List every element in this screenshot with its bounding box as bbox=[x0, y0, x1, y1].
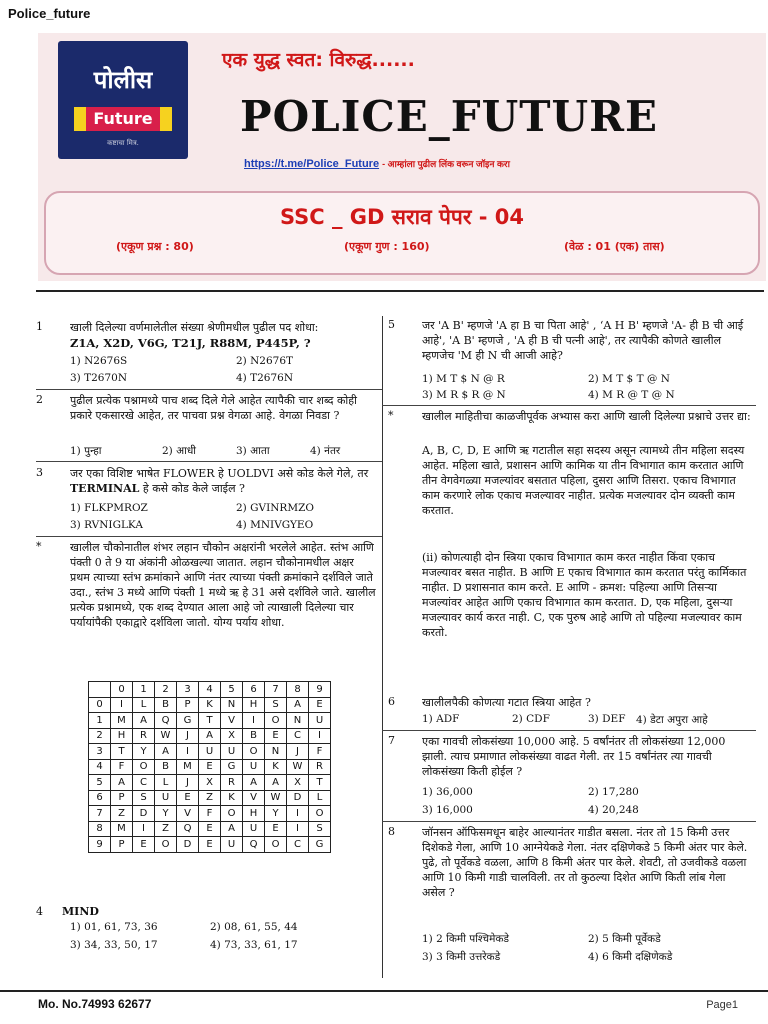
time-limit: (वेळ : 01 (एक) तास) bbox=[564, 240, 665, 253]
grid-cell: G bbox=[177, 713, 199, 729]
grid-cell: A bbox=[287, 697, 309, 713]
grid-cell: D bbox=[177, 837, 199, 853]
q7-option-4[interactable]: 4) 20,248 bbox=[588, 804, 639, 816]
grid-cell: L bbox=[155, 775, 177, 791]
q2-option-2[interactable]: 2) आधी bbox=[162, 445, 197, 457]
grid-row bbox=[89, 837, 331, 853]
q6-option-4[interactable]: 4) डेटा अपुरा आहे bbox=[636, 714, 708, 726]
logo-line2: Future bbox=[86, 107, 160, 131]
grid-row bbox=[89, 806, 331, 822]
grid-cell: O bbox=[243, 744, 265, 760]
grid-cell: 7 bbox=[89, 806, 111, 822]
grid-cell: F bbox=[111, 759, 133, 775]
grid-cell: 4 bbox=[199, 682, 221, 698]
q5-option-4[interactable]: 4) M R @ T @ N bbox=[588, 389, 675, 401]
separator bbox=[382, 405, 756, 406]
grid-cell: Z bbox=[111, 806, 133, 822]
grid-row bbox=[89, 790, 331, 806]
grid-cell: U bbox=[221, 744, 243, 760]
grid-cell: 9 bbox=[309, 682, 331, 698]
grid-cell: H bbox=[243, 697, 265, 713]
grid-cell: T bbox=[309, 775, 331, 791]
grid-cell: K bbox=[221, 790, 243, 806]
grid-cell: V bbox=[221, 713, 243, 729]
logo bbox=[58, 41, 188, 159]
grid-cell: T bbox=[111, 744, 133, 760]
q3-option-3[interactable]: 3) RVNIGLKA bbox=[70, 519, 143, 531]
grid-cell: C bbox=[133, 775, 155, 791]
grid-cell: E bbox=[199, 759, 221, 775]
site-name: Police_future bbox=[8, 6, 91, 21]
grid-cell: C bbox=[287, 837, 309, 853]
grid-cell: N bbox=[287, 713, 309, 729]
footer-rule bbox=[0, 990, 768, 992]
grid-cell: Y bbox=[155, 806, 177, 822]
grid-cell: N bbox=[221, 697, 243, 713]
q8-option-1[interactable]: 1) 2 किमी पश्चिमेकडे bbox=[422, 933, 510, 945]
q1-text: खाली दिलेल्या वर्णमालेतील संख्या श्रेणीमधील पुढील पद शोधा: bbox=[70, 321, 319, 334]
grid-cell: W bbox=[155, 728, 177, 744]
q3-text bbox=[70, 466, 376, 496]
grid-cell: X bbox=[221, 728, 243, 744]
grid-cell: J bbox=[177, 775, 199, 791]
grid-cell: P bbox=[111, 790, 133, 806]
q5-option-2[interactable]: 2) M T $ T @ N bbox=[588, 373, 670, 385]
grid-cell: S bbox=[133, 790, 155, 806]
grid-cell: G bbox=[309, 837, 331, 853]
grid-cell: O bbox=[133, 759, 155, 775]
grid-cell: E bbox=[265, 728, 287, 744]
q3-text-c: हे कसे कोड केले जाईल ? bbox=[142, 482, 245, 495]
separator bbox=[382, 821, 756, 822]
grid-cell: Q bbox=[177, 821, 199, 837]
grid-cell: E bbox=[265, 821, 287, 837]
passage-text: A, B, C, D, E आणि ऋ गटातील सहा सदस्य असून त्यामध्ये तीन महिला सदस्य आहेत. महिला खाते, प्रशासन आणि कामिक या तीन विभागात काम करतात आणि तीन वेगवेगळ्या मजल्यांवर बसतात पहिला, दुसरा आणि तिसरा. एकाच विभागात काम करणारे लोक एकाच मजल्यावर नाहीत. प्रत्येक मजल्यावर दोन व्यक्ती काम करतात. bbox=[422, 444, 745, 517]
q8-text: जॉनसन ऑफिसमधून बाहेर आल्यानंतर गाडीत बसला. नंतर तो 15 किमी उत्तर दिशेकडे गेला, आणि 10 आग्नेयेकडे गेला. नंतर दक्षिणेकडे 5 किमी अंतर पार केले. पुढे, तो पूर्वेकडे वळला, आणि 8 किमी अंतर पार केले. शेवटी, तो उजवीकडे वळला आणि 10 किमी गाडी चालविली. तर तो कुठल्या दिशेत आणि किती लांब गेला असेल ? bbox=[422, 826, 748, 899]
join-note: - आम्हांला पुढील लिंक वरून जॉइन करा bbox=[382, 159, 510, 169]
grid-cell: Y bbox=[133, 744, 155, 760]
grid-row bbox=[89, 713, 331, 729]
passage-instructions: खालील माहितीचा काळजीपूर्वक अभ्यास करा आणि खाली दिलेल्या प्रश्नाचे उत्तर द्या: bbox=[422, 410, 751, 423]
grid-cell: I bbox=[133, 821, 155, 837]
grid-cell: 7 bbox=[265, 682, 287, 698]
grid-cell: D bbox=[287, 790, 309, 806]
grid-cell: N bbox=[265, 744, 287, 760]
grid-cell: 9 bbox=[89, 837, 111, 853]
grid-cell: V bbox=[177, 806, 199, 822]
grid-cell: W bbox=[287, 759, 309, 775]
grid-cell: F bbox=[309, 744, 331, 760]
grid-cell: E bbox=[133, 837, 155, 853]
grid-cell: Z bbox=[199, 790, 221, 806]
grid-cell: B bbox=[155, 759, 177, 775]
grid-cell: U bbox=[243, 821, 265, 837]
grid-cell: T bbox=[199, 713, 221, 729]
grid-cell: E bbox=[199, 821, 221, 837]
q3-text-b: TERMINAL bbox=[70, 482, 140, 495]
grid-cell: A bbox=[221, 821, 243, 837]
q3-option-1[interactable]: 1) FLKPMROZ bbox=[70, 502, 148, 514]
grid-cell: 2 bbox=[89, 728, 111, 744]
grid-cell: S bbox=[309, 821, 331, 837]
grid-cell: U bbox=[221, 837, 243, 853]
grid-cell: A bbox=[199, 728, 221, 744]
q2-text: पुढील प्रत्येक पश्नामध्ये पाच शब्द दिले गेले आहेत त्यापैकी चार शब्द कोही प्रकारे एकसारखे आहेत, तर पाचवा प्रश्न वेगळा आहे. वेगळा निवडा ? bbox=[70, 394, 357, 422]
grid-cell: 2 bbox=[155, 682, 177, 698]
grid-cell: I bbox=[177, 744, 199, 760]
grid-cell: M bbox=[111, 713, 133, 729]
q6-option-3[interactable]: 3) DEF bbox=[588, 713, 626, 725]
logo-line1: पोलीस bbox=[93, 66, 153, 94]
q1-option-2[interactable]: 2) N2676T bbox=[236, 355, 294, 367]
grid-cell: A bbox=[265, 775, 287, 791]
grid-cell: K bbox=[265, 759, 287, 775]
logo-strip bbox=[74, 107, 172, 131]
grid-cell: O bbox=[265, 837, 287, 853]
q8-option-3[interactable]: 3) 3 किमी उत्तरेकडे bbox=[422, 951, 501, 963]
q1-option-3[interactable]: 3) T2670N bbox=[70, 372, 128, 384]
paper-info-box bbox=[44, 191, 760, 275]
q4-option-1[interactable]: 1) 01, 61, 73, 36 bbox=[70, 921, 158, 933]
q2-number: 2 bbox=[36, 393, 43, 406]
q3-option-4[interactable]: 4) MNIVGYEO bbox=[236, 519, 314, 531]
grid-cell: K bbox=[199, 697, 221, 713]
grid-row bbox=[89, 728, 331, 744]
grid-cell: X bbox=[199, 775, 221, 791]
telegram-link[interactable]: https://t.me/Police_Future bbox=[244, 158, 380, 170]
separator bbox=[382, 730, 756, 731]
paper-title: SSC _ GD सराव पेपर - 04 bbox=[279, 205, 525, 229]
passage-text-2: (ii) कोणत्याही दोन स्त्रिया एकाच विभागात काम करत नाहीत किंवा एकाच मजल्यावर बसत नाहीत. B आणि E एकाच विभागात काम करतात परंतु कार्मिकात नाहीत. D प्रशासनात काम करते. E आणि - क्रमश: पहिल्या आणि तिसऱ्या मजल्यांवर आहेत आणि एकाच विभागात काम करतात. D, एक महिला, दुसऱ्या मजल्यावर कार्य करत नाही. C, एक पुरुष आहे आणि तो पहिल्या मजल्यावर काम करतो. bbox=[422, 551, 747, 639]
passage-star: * bbox=[36, 540, 42, 553]
q7-option-2[interactable]: 2) 17,280 bbox=[588, 786, 639, 798]
total-questions: (एकूण प्रश्न : 80) bbox=[116, 240, 194, 253]
brand-title: POLICE_FUTURE bbox=[240, 92, 659, 141]
grid-cell: M bbox=[177, 759, 199, 775]
q7-option-1[interactable]: 1) 36,000 bbox=[422, 786, 473, 798]
page-number: Page1 bbox=[706, 999, 738, 1011]
grid-row bbox=[89, 744, 331, 760]
grid-cell: I bbox=[287, 806, 309, 822]
grid-cell: 5 bbox=[221, 682, 243, 698]
grid-cell: O bbox=[221, 806, 243, 822]
grid-cell: R bbox=[133, 728, 155, 744]
join-link-row bbox=[244, 157, 510, 170]
grid-cell: M bbox=[111, 821, 133, 837]
grid-cell: H bbox=[243, 806, 265, 822]
grid-cell: 1 bbox=[133, 682, 155, 698]
q5-number: 5 bbox=[388, 318, 395, 331]
grid-cell: A bbox=[155, 744, 177, 760]
grid-cell: I bbox=[243, 713, 265, 729]
q8-number: 8 bbox=[388, 825, 395, 838]
grid-cell: F bbox=[199, 806, 221, 822]
grid-cell: W bbox=[265, 790, 287, 806]
q2-option-4[interactable]: 4) नंतर bbox=[310, 445, 341, 457]
q1-number: 1 bbox=[36, 320, 43, 333]
q4-word: MIND bbox=[62, 905, 99, 918]
grid-cell: 0 bbox=[89, 697, 111, 713]
grid-cell: O bbox=[309, 806, 331, 822]
grid-cell: L bbox=[309, 790, 331, 806]
q3-text-a: जर एका विशिष्ट भाषेत FLOWER हे UOLDVI असे कोड केले गेले, तर bbox=[70, 467, 369, 480]
separator bbox=[36, 536, 382, 537]
q4-option-2[interactable]: 2) 08, 61, 55, 44 bbox=[210, 921, 298, 933]
letter-grid bbox=[88, 681, 331, 853]
grid-cell: E bbox=[309, 697, 331, 713]
grid-cell bbox=[89, 682, 111, 698]
grid-cell: U bbox=[155, 790, 177, 806]
total-marks: (एकूण गुण : 160) bbox=[344, 240, 430, 253]
grid-cell: Y bbox=[265, 806, 287, 822]
grid-cell: 3 bbox=[89, 744, 111, 760]
grid-cell: B bbox=[243, 728, 265, 744]
q4-option-4[interactable]: 4) 73, 33, 61, 17 bbox=[210, 939, 298, 951]
grid-row bbox=[89, 775, 331, 791]
q3-number: 3 bbox=[36, 466, 43, 479]
grid-cell: D bbox=[133, 806, 155, 822]
q1-series: Z1A, X2D, V6G, T21J, R88M, P445P, ? bbox=[70, 336, 311, 350]
q1-option-1[interactable]: 1) N2676S bbox=[70, 355, 128, 367]
column-divider bbox=[382, 316, 383, 978]
q5-text: जर 'A B' म्हणजे 'A हा B चा पिता आहे' , ‘A H B' म्हणजे 'A- ही B ची आई आहे', 'A B' म्हणजे , 'A ही B ची पत्नी आहे', तर त्यापैकी कोणते खालील म्हणजेच 'M ही N ची आजी आहे? bbox=[422, 319, 744, 362]
grid-cell: R bbox=[309, 759, 331, 775]
grid-cell: I bbox=[309, 728, 331, 744]
q3-option-2[interactable]: 2) GVINRMZO bbox=[236, 502, 314, 514]
grid-cell: 8 bbox=[287, 682, 309, 698]
grid-cell: L bbox=[133, 697, 155, 713]
q6-number: 6 bbox=[388, 695, 395, 708]
q4-number: 4 bbox=[36, 905, 43, 918]
q1-option-4[interactable]: 4) T2676N bbox=[236, 372, 294, 384]
grid-cell: Z bbox=[155, 821, 177, 837]
grid-cell: R bbox=[221, 775, 243, 791]
q8-option-4[interactable]: 4) 6 किमी दक्षिणेकडे bbox=[588, 951, 673, 963]
q2-option-3[interactable]: 3) आता bbox=[236, 445, 270, 457]
grid-cell: O bbox=[155, 837, 177, 853]
grid-cell: V bbox=[243, 790, 265, 806]
grid-instructions: खालील चौकोनातील शंभर लहान चौकोन अक्षरांनी भरलेले आहेत. स्तंभ आणि पंक्ती 0 ते 9 या अंकांनी ओळखल्या जातात. लहान चौकोनामधील अक्षर प्रथम त्याच्या स्तंभ क्रमांकाने आणि नंतर त्याच्या पंक्ती क्रमांकाने दर्शविले जाते उदा., स्तंभ 3 मध्ये आणि पंक्ती 1 मध्ये ऋ हे 31 असे दर्शविले जाते. खालील प्रत्येक प्रश्नामध्ये, एक शब्द देण्यात आला आहे जो त्याखाली दिलेल्या चार पर्यायांपैकी एकाद्वारे दर्शविला जातो. योग्य पर्याय शोधा. bbox=[70, 541, 376, 629]
grid-row bbox=[89, 697, 331, 713]
grid-row bbox=[89, 821, 331, 837]
q8-option-2[interactable]: 2) 5 किमी पूर्वेकडे bbox=[588, 933, 661, 945]
grid-cell: 6 bbox=[89, 790, 111, 806]
grid-cell: J bbox=[177, 728, 199, 744]
grid-cell: A bbox=[243, 775, 265, 791]
grid-cell: 8 bbox=[89, 821, 111, 837]
grid-cell: O bbox=[265, 713, 287, 729]
grid-cell: C bbox=[287, 728, 309, 744]
grid-cell: B bbox=[155, 697, 177, 713]
grid-cell: S bbox=[265, 697, 287, 713]
q6-option-2[interactable]: 2) CDF bbox=[512, 713, 550, 725]
separator bbox=[36, 389, 382, 390]
tagline: एक युद्ध स्वत: विरुद्ध...... bbox=[222, 49, 415, 71]
q2-option-1[interactable]: 1) पुन्हा bbox=[70, 445, 102, 457]
grid-cell: A bbox=[111, 775, 133, 791]
grid-cell: P bbox=[177, 697, 199, 713]
grid-cell: I bbox=[111, 697, 133, 713]
grid-cell: H bbox=[111, 728, 133, 744]
grid-cell: G bbox=[221, 759, 243, 775]
q7-option-3[interactable]: 3) 16,000 bbox=[422, 804, 473, 816]
grid-cell: 3 bbox=[177, 682, 199, 698]
grid-cell: E bbox=[177, 790, 199, 806]
grid-cell: Q bbox=[155, 713, 177, 729]
grid-cell: U bbox=[309, 713, 331, 729]
grid-cell: P bbox=[111, 837, 133, 853]
grid-cell: 6 bbox=[243, 682, 265, 698]
grid-cell: E bbox=[199, 837, 221, 853]
grid-cell: 0 bbox=[111, 682, 133, 698]
grid-cell: 1 bbox=[89, 713, 111, 729]
grid-row bbox=[89, 759, 331, 775]
passage-star: * bbox=[388, 409, 394, 422]
q5-option-3[interactable]: 3) M R $ R @ N bbox=[422, 389, 506, 401]
grid-cell: 4 bbox=[89, 759, 111, 775]
grid-cell: J bbox=[287, 744, 309, 760]
grid-cell: U bbox=[199, 744, 221, 760]
q6-text: खालीलपैकी कोणत्या गटात स्त्रिया आहेत ? bbox=[422, 696, 591, 709]
grid-cell: 5 bbox=[89, 775, 111, 791]
grid-cell: A bbox=[133, 713, 155, 729]
q7-number: 7 bbox=[388, 734, 395, 747]
grid-header-row bbox=[89, 682, 331, 698]
mobile-number: Mo. No.74993 62677 bbox=[38, 997, 152, 1011]
logo-line3: कष्टाचा मित्र. bbox=[107, 139, 139, 147]
separator bbox=[36, 461, 382, 462]
grid-cell: X bbox=[287, 775, 309, 791]
q4-option-3[interactable]: 3) 34, 33, 50, 17 bbox=[70, 939, 158, 951]
header-rule bbox=[36, 290, 764, 292]
grid-cell: U bbox=[243, 759, 265, 775]
grid-cell: I bbox=[287, 821, 309, 837]
q5-option-1[interactable]: 1) M T $ N @ R bbox=[422, 373, 505, 385]
q7-text: एका गावची लोकसंख्या 10,000 आहे. 5 वर्षांनंतर ती लोकसंख्या 12,000 झाली. त्याच प्रमाणात लोकसंख्या वाढत गेली. तर 15 वर्षांनंतर त्या गावची लोकसंख्या किती होईल ? bbox=[422, 735, 726, 778]
grid-cell: Q bbox=[243, 837, 265, 853]
q6-option-1[interactable]: 1) ADF bbox=[422, 713, 460, 725]
